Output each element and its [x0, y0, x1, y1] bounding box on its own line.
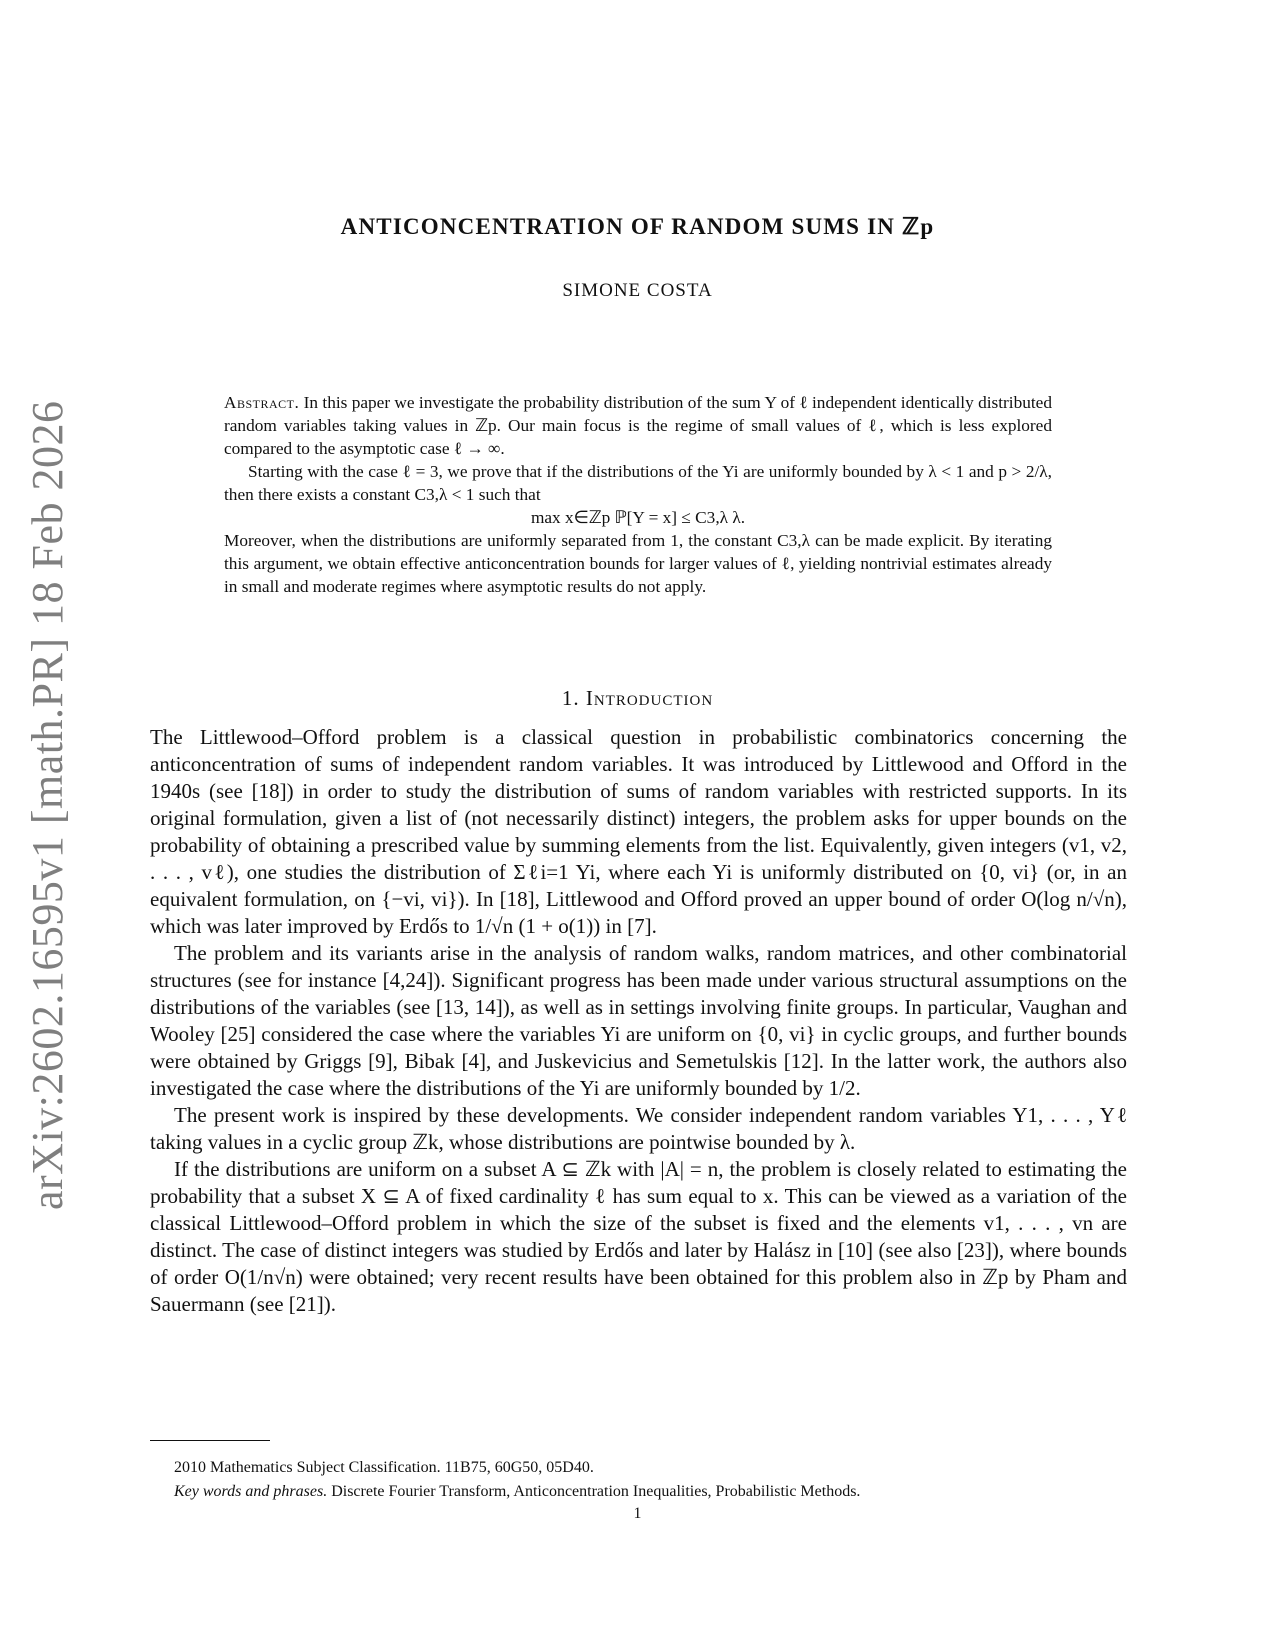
paper-author: SIMONE COSTA	[562, 280, 713, 301]
abstract-paragraph-3: Moreover, when the distributions are uniformly separated from 1, the constant C3,λ can be made explicit. By iterating this argument, we obtain effective anticoncentration bounds for larger values of ℓ, yielding nontrivial estimates already in small and moderate regimes where asymptotic results do not apply.	[224, 531, 1052, 596]
abstract-label: Abstract.	[224, 393, 300, 412]
footnote-msc	[150, 1458, 1127, 1478]
intro-paragraph-2: The problem and its variants arise in the analysis of random walks, random matrices, and other combinatorial structures (see for instance [4,24]). Significant progress has been made under various structural assumptions on the distributions of the variables (see [13, 14]), as well as in settings involving finite groups. In particular, Vaughan and Wooley [25] considered the case where the variables Yi are uniform on {0, vi} in cyclic groups, and further bounds were obtained by Griggs [9], Bibak [4], and Juskevicius and Semetulskis [12]. In the latter work, the authors also investigated the case where the distributions of the Yi are uniformly bounded by 1/2.	[150, 941, 1127, 1100]
section-heading: 1. Introduction	[561, 686, 714, 710]
msc-value: 11B75, 60G50, 05D40.	[444, 1459, 594, 1476]
abstract	[224, 391, 1052, 598]
footnote-rule	[150, 1440, 270, 1441]
abstract-paragraph-2: Starting with the case ℓ = 3, we prove that if the distributions of the Yi are uniformly bounded by λ < 1 and p > 2/λ, then there exists a constant C3,λ < 1 such that	[224, 462, 1052, 504]
footnote-keywords	[150, 1482, 1127, 1502]
keywords-value: Discrete Fourier Transform, Anticoncentration Inequalities, Probabilistic Methods.	[331, 1483, 861, 1500]
intro-paragraph-1: The Littlewood–Offord problem is a classical question in probabilistic combinatorics concerning the anticoncentration of sums of independent random variables. It was introduced by Littlewood and Offord in the 1940s (see [18]) in order to study the distribution of sums of random variables with restricted supports. In its original formulation, given a list of (not necessarily distinct) integers, the problem asks for upper bounds on the probability of obtaining a prescribed value by summing elements from the list. Equivalently, given integers (v1, v2, . . . , vℓ), one studies the distribution of Σℓi=1 Yi, where each Yi is uniformly distributed on {0, vi} (or, in an equivalent formulation, on {−vi, vi}). In [18], Littlewood and Offord proved an upper bound of order O(log n/√n), which was later improved by Erdős to 1/√n (1 + o(1)) in [7].	[150, 725, 1127, 938]
intro-paragraph-3: The present work is inspired by these developments. We consider independent random variables Y1, . . . , Yℓ taking values in a cyclic group ℤk, whose distributions are pointwise bounded by λ.	[150, 1103, 1127, 1154]
paper-title: ANTICONCENTRATION OF RANDOM SUMS IN ℤp	[340, 214, 935, 239]
keywords-label: Key words and phrases.	[174, 1483, 328, 1500]
body-text	[150, 724, 1127, 1318]
abstract-display-equation: max x∈ℤp ℙ[Y = x] ≤ C3,λ λ.	[530, 508, 746, 527]
msc-label: 2010 Mathematics Subject Classification.	[174, 1459, 441, 1476]
abstract-paragraph-1: In this paper we investigate the probability distribution of the sum Y of ℓ independent identically distributed random variables taking values in ℤp. Our main focus is the regime of small values of ℓ, which is less explored compared to the asymptotic case ℓ → ∞.	[224, 393, 1052, 458]
intro-paragraph-4: If the distributions are uniform on a subset A ⊆ ℤk with |A| = n, the problem is closely related to estimating the probability that a subset X ⊆ A of fixed cardinality ℓ has sum equal to x. This can be viewed as a variation of the classical Littlewood–Offord problem in which the size of the subset is fixed and the elements v1, . . . , vn are distinct. The case of distinct integers was studied by Erdős and later by Halász in [10] (see also [23]), where bounds of order O(1/n√n) were obtained; very recent results have been obtained for this problem also in ℤp by Pham and Sauermann (see [21]).	[150, 1157, 1127, 1316]
page-number: 1	[633, 1505, 642, 1522]
arxiv-stamp: arXiv:2602.16595v1 [math.PR] 18 Feb 2026	[23, 400, 72, 1210]
